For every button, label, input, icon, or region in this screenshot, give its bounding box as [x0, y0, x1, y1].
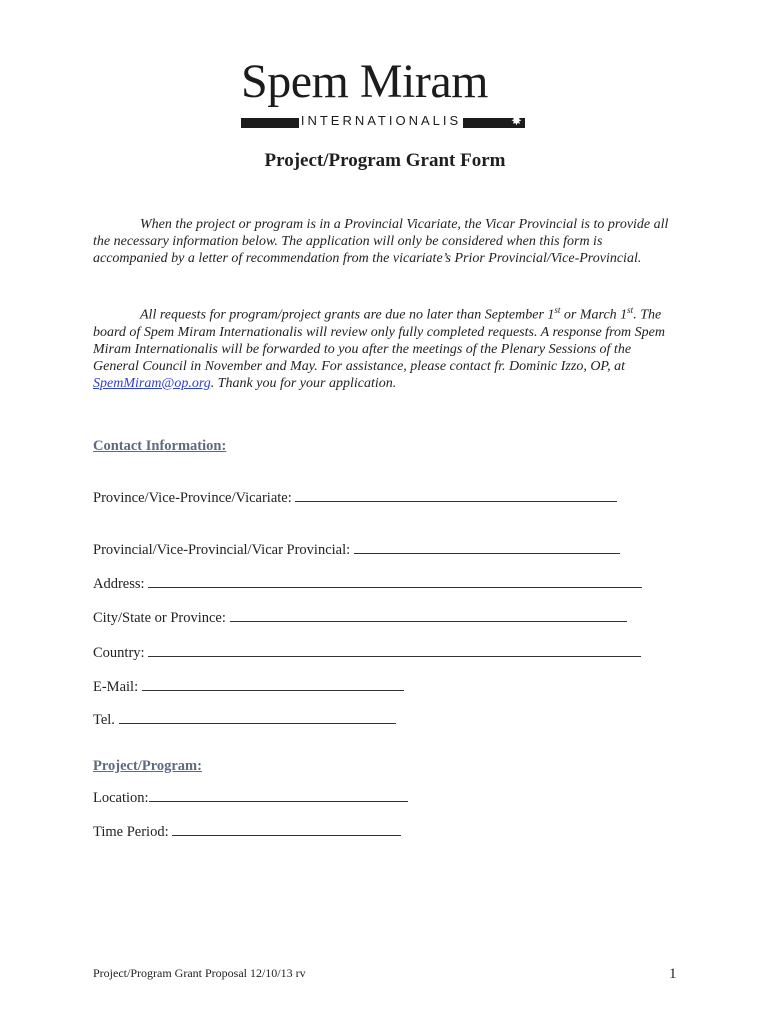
contact-information-heading: Contact Information: [93, 438, 227, 454]
time-period-input-line[interactable] [172, 823, 401, 836]
location-input-line[interactable] [149, 789, 408, 802]
city-input-line[interactable] [230, 609, 627, 622]
provincial-field [93, 541, 620, 559]
provincial-input-line[interactable] [354, 541, 620, 554]
intro-paragraph-2 [93, 302, 678, 392]
address-field [93, 575, 642, 593]
page-title: Project/Program Grant Form [264, 150, 506, 171]
city-label: City/State or Province: [93, 610, 226, 626]
logo-wordmark: Spem Miram [241, 55, 488, 108]
country-field [93, 644, 641, 662]
province-input-line[interactable] [295, 489, 617, 502]
logo-band [241, 110, 525, 128]
ordinal-suffix-1: st [554, 305, 561, 315]
intro-paragraph-2-text-d: . Thank you for your application. [210, 375, 397, 391]
province-field [93, 489, 617, 507]
address-input-line[interactable] [148, 575, 642, 588]
city-field [93, 609, 627, 627]
logo-band-left-bar [241, 118, 299, 128]
tel-field [93, 711, 396, 729]
intro-paragraph-2-text-c: . The board of Spem Miram Internationalis will review only fully completed requests. A response from Spem Miram Internationalis will be forwarded to you after the meetings of the Plenary Sessions of the General Council in November and May. For assistance, please contact fr. Dominic Izzo, OP, at [93, 307, 665, 374]
email-input-line[interactable] [142, 678, 404, 691]
location-field [93, 789, 408, 807]
provincial-label: Provincial/Vice-Provincial/Vicar Provincial: [93, 542, 351, 558]
country-label: Country: [93, 645, 145, 661]
time-period-label: Time Period: [93, 824, 169, 840]
tel-input-line[interactable] [119, 711, 396, 724]
spem-miram-logo [241, 55, 525, 130]
country-input-line[interactable] [148, 644, 641, 657]
project-program-heading: Project/Program: [93, 758, 202, 774]
footer-text: Project/Program Grant Proposal 12/10/13 rv [93, 966, 306, 980]
email-field [93, 678, 404, 696]
contact-email-link[interactable]: SpemMiram@op.org [93, 375, 211, 391]
tel-label: Tel. [93, 712, 115, 728]
intro-paragraph-1-text: When the project or program is in a Provincial Vicariate, the Vicar Provincial is to provide all the necessary information below. The application will only be considered when this form is accompanied by a letter of recommendation from the vicariate’s Prior Provincial/Vice-Provincial. [93, 217, 669, 266]
time-period-field [93, 823, 401, 841]
intro-paragraph-2-text-a: All requests for program/project grants are due no later than September 1 [140, 307, 555, 323]
location-label: Location: [93, 790, 149, 806]
intro-paragraph-1 [93, 216, 678, 267]
page-number: 1 [669, 966, 677, 982]
logo-subtitle: INTERNATIONALIS [300, 113, 462, 128]
province-label: Province/Vice-Province/Vicariate: [93, 490, 292, 506]
address-label: Address: [93, 576, 145, 592]
star-icon: ✸ [511, 113, 522, 128]
ordinal-suffix-2: st [627, 305, 634, 315]
email-label: E-Mail: [93, 679, 139, 695]
intro-paragraph-2-text-b: or March 1 [560, 307, 628, 323]
